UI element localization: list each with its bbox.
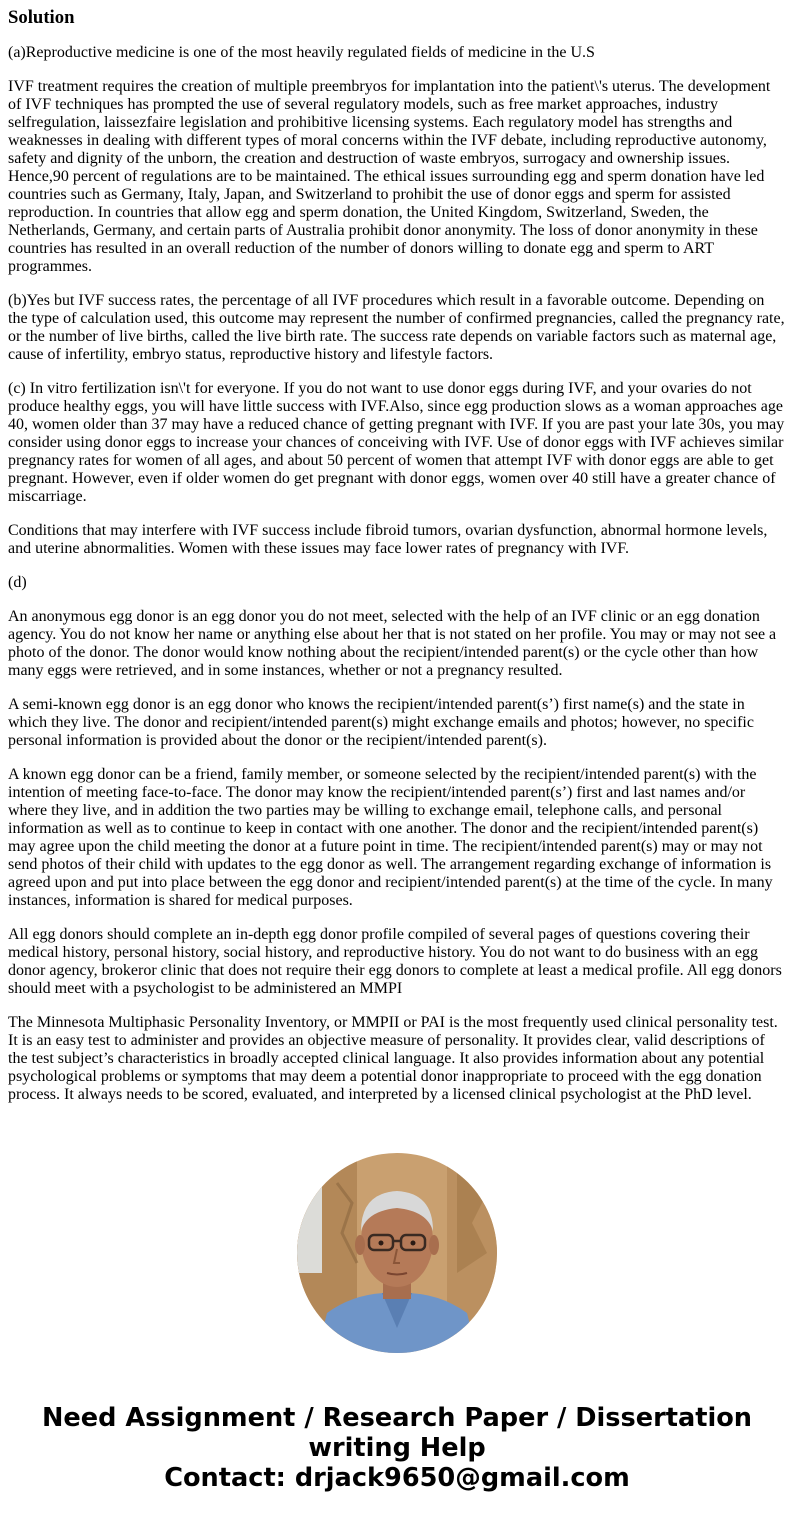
paragraph-known-donor: A known egg donor can be a friend, family member, or someone selected by the recipient/intended parent(s) with the intention of meeting face-to-face. The donor may know the recipient/intended parent(s’) first and last names and/or where they live, and in addition the two parties may be willing to exchange email, telephone calls, and personal information as well as to continue to keep in contact with one another. The donor and the recipient/intended parent(s) may agree upon the child meeting the donor at a future point in time. The recipient/intended parent(s) may or may not send photos of their child with updates to the egg donor as well. The arrangement regarding exchange of information is agreed upon and put into place between the egg donor and recipient/intended parent(s) at the time of the cycle. In many instances, information is shared for medical purposes. <box>8 766 773 909</box>
solution-title: Solution <box>8 7 75 28</box>
paragraph-donor-profile: All egg donors should complete an in-depth egg donor profile compiled of several pages of questions covering their medical history, personal history, social history, and reproductive history. You do not want to do business with an egg donor agency, brokeror clinic that does not require their egg donors to complete at least a medical profile. All egg donors should meet with a psychologist to be administered an MMPI <box>8 926 782 997</box>
paragraph-mmpi: The Minnesota Multiphasic Personality Inventory, or MMPII or PAI is the most frequently used clinical personality test. It is an easy test to administer and provides an objective measure of personality. It provides clear, valid descriptions of the test subject’s characteristics in broadly accepted clinical language. It also provides information about any potential psychological problems or symptoms that may deem a potential donor inappropriate to proceed with the egg donation process. It always needs to be scored, evaluated, and interpreted by a licensed clinical psychologist at the PhD level. <box>8 1014 778 1103</box>
paragraph-ivf-regulation: IVF treatment requires the creation of multiple preembryos for implantation into the patient\'s uterus. The development of IVF techniques has prompted the use of several regulatory models, such as free market approaches, industry selfregulation, laissezfaire legislation and prohibitive licensing systems. Each regulatory model has strengths and weaknesses in dealing with different types of moral concerns within the IVF debate, including reproductive autonomy, safety and dignity of the unborn, the creation and destruction of waste embryos, surrogacy and ownership issues. Hence,90 percent of regulations are to be maintained. The ethical issues surrounding egg and sperm donation have led countries such as Germany, Italy, Japan, and Switzerland to prohibit the use of donor eggs and sperm for assisted reproduction. In countries that allow egg and sperm donation, the United Kingdom, Switzerland, Sweden, the Netherlands, Germany, and certain parts of Australia prohibit donor anonymity. The loss of donor anonymity in these countries has resulted in an overall reduction of the number of donors willing to donate egg and sperm to ART programmes. <box>8 78 771 275</box>
paragraph-c: (c) In vitro fertilization isn\'t for everyone. If you do not want to use donor eggs during IVF, and your ovaries do not produce healthy eggs, you will have little success with IVF.Also, since egg production slows as a woman approaches age 40, women older than 37 may have a reduced chance of getting pregnant with IVF. If you are past your late 30s, you may consider using donor eggs to increase your chances of conceiving with IVF. Use of donor eggs with IVF achieves similar pregnancy rates for women of all ages, and about 50 percent of women that attempt IVF with donor eggs are able to get pregnant. However, even if older women do get pregnant with donor eggs, women over 40 still have a greater chance of miscarriage. <box>8 380 785 505</box>
solution-section <box>8 6 786 1120</box>
footer-help-line: Need Assignment / Research Paper / Dissertation writing Help <box>41 1403 753 1463</box>
author-avatar <box>297 1153 497 1353</box>
paragraph-conditions: Conditions that may interfere with IVF success include fibroid tumors, ovarian dysfunction, abnormal hormone levels, and uterine abnormalities. Women with these issues may face lower rates of pregnancy with IVF. <box>8 522 768 557</box>
paragraph-d: (d) <box>8 574 27 591</box>
footer-contact-line: Contact: drjack9650@gmail.com <box>164 1463 630 1493</box>
contact-footer <box>0 1403 794 1493</box>
paragraph-a: (a)Reproductive medicine is one of the most heavily regulated fields of medicine in the U.S <box>8 44 595 61</box>
paragraph-b: (b)Yes but IVF success rates, the percentage of all IVF procedures which result in a favorable outcome. Depending on the type of calculation used, this outcome may represent the number of confirmed pregnancies, called the pregnancy rate, or the number of live births, called the live birth rate. The success rate depends on variable factors such as maternal age, cause of infertility, embryo status, reproductive history and lifestyle factors. <box>8 292 785 363</box>
paragraph-semi-known-donor: A semi-known egg donor is an egg donor who knows the recipient/intended parent(s’) first name(s) and the state in which they live. The donor and recipient/intended parent(s) might exchange emails and photos; however, no specific personal information is provided about the donor or the recipient/intended parent(s). <box>8 696 754 749</box>
paragraph-anonymous-donor: An anonymous egg donor is an egg donor you do not meet, selected with the help of an IVF clinic or an egg donation agency. You do not know her name or anything else about her that is not stated on her profile. You may or may not see a photo of the donor. The donor would know nothing about the recipient/intended parent(s) or the cycle other than how many eggs were retrieved, and in some instances, whether or not a pregnancy resulted. <box>8 608 777 679</box>
